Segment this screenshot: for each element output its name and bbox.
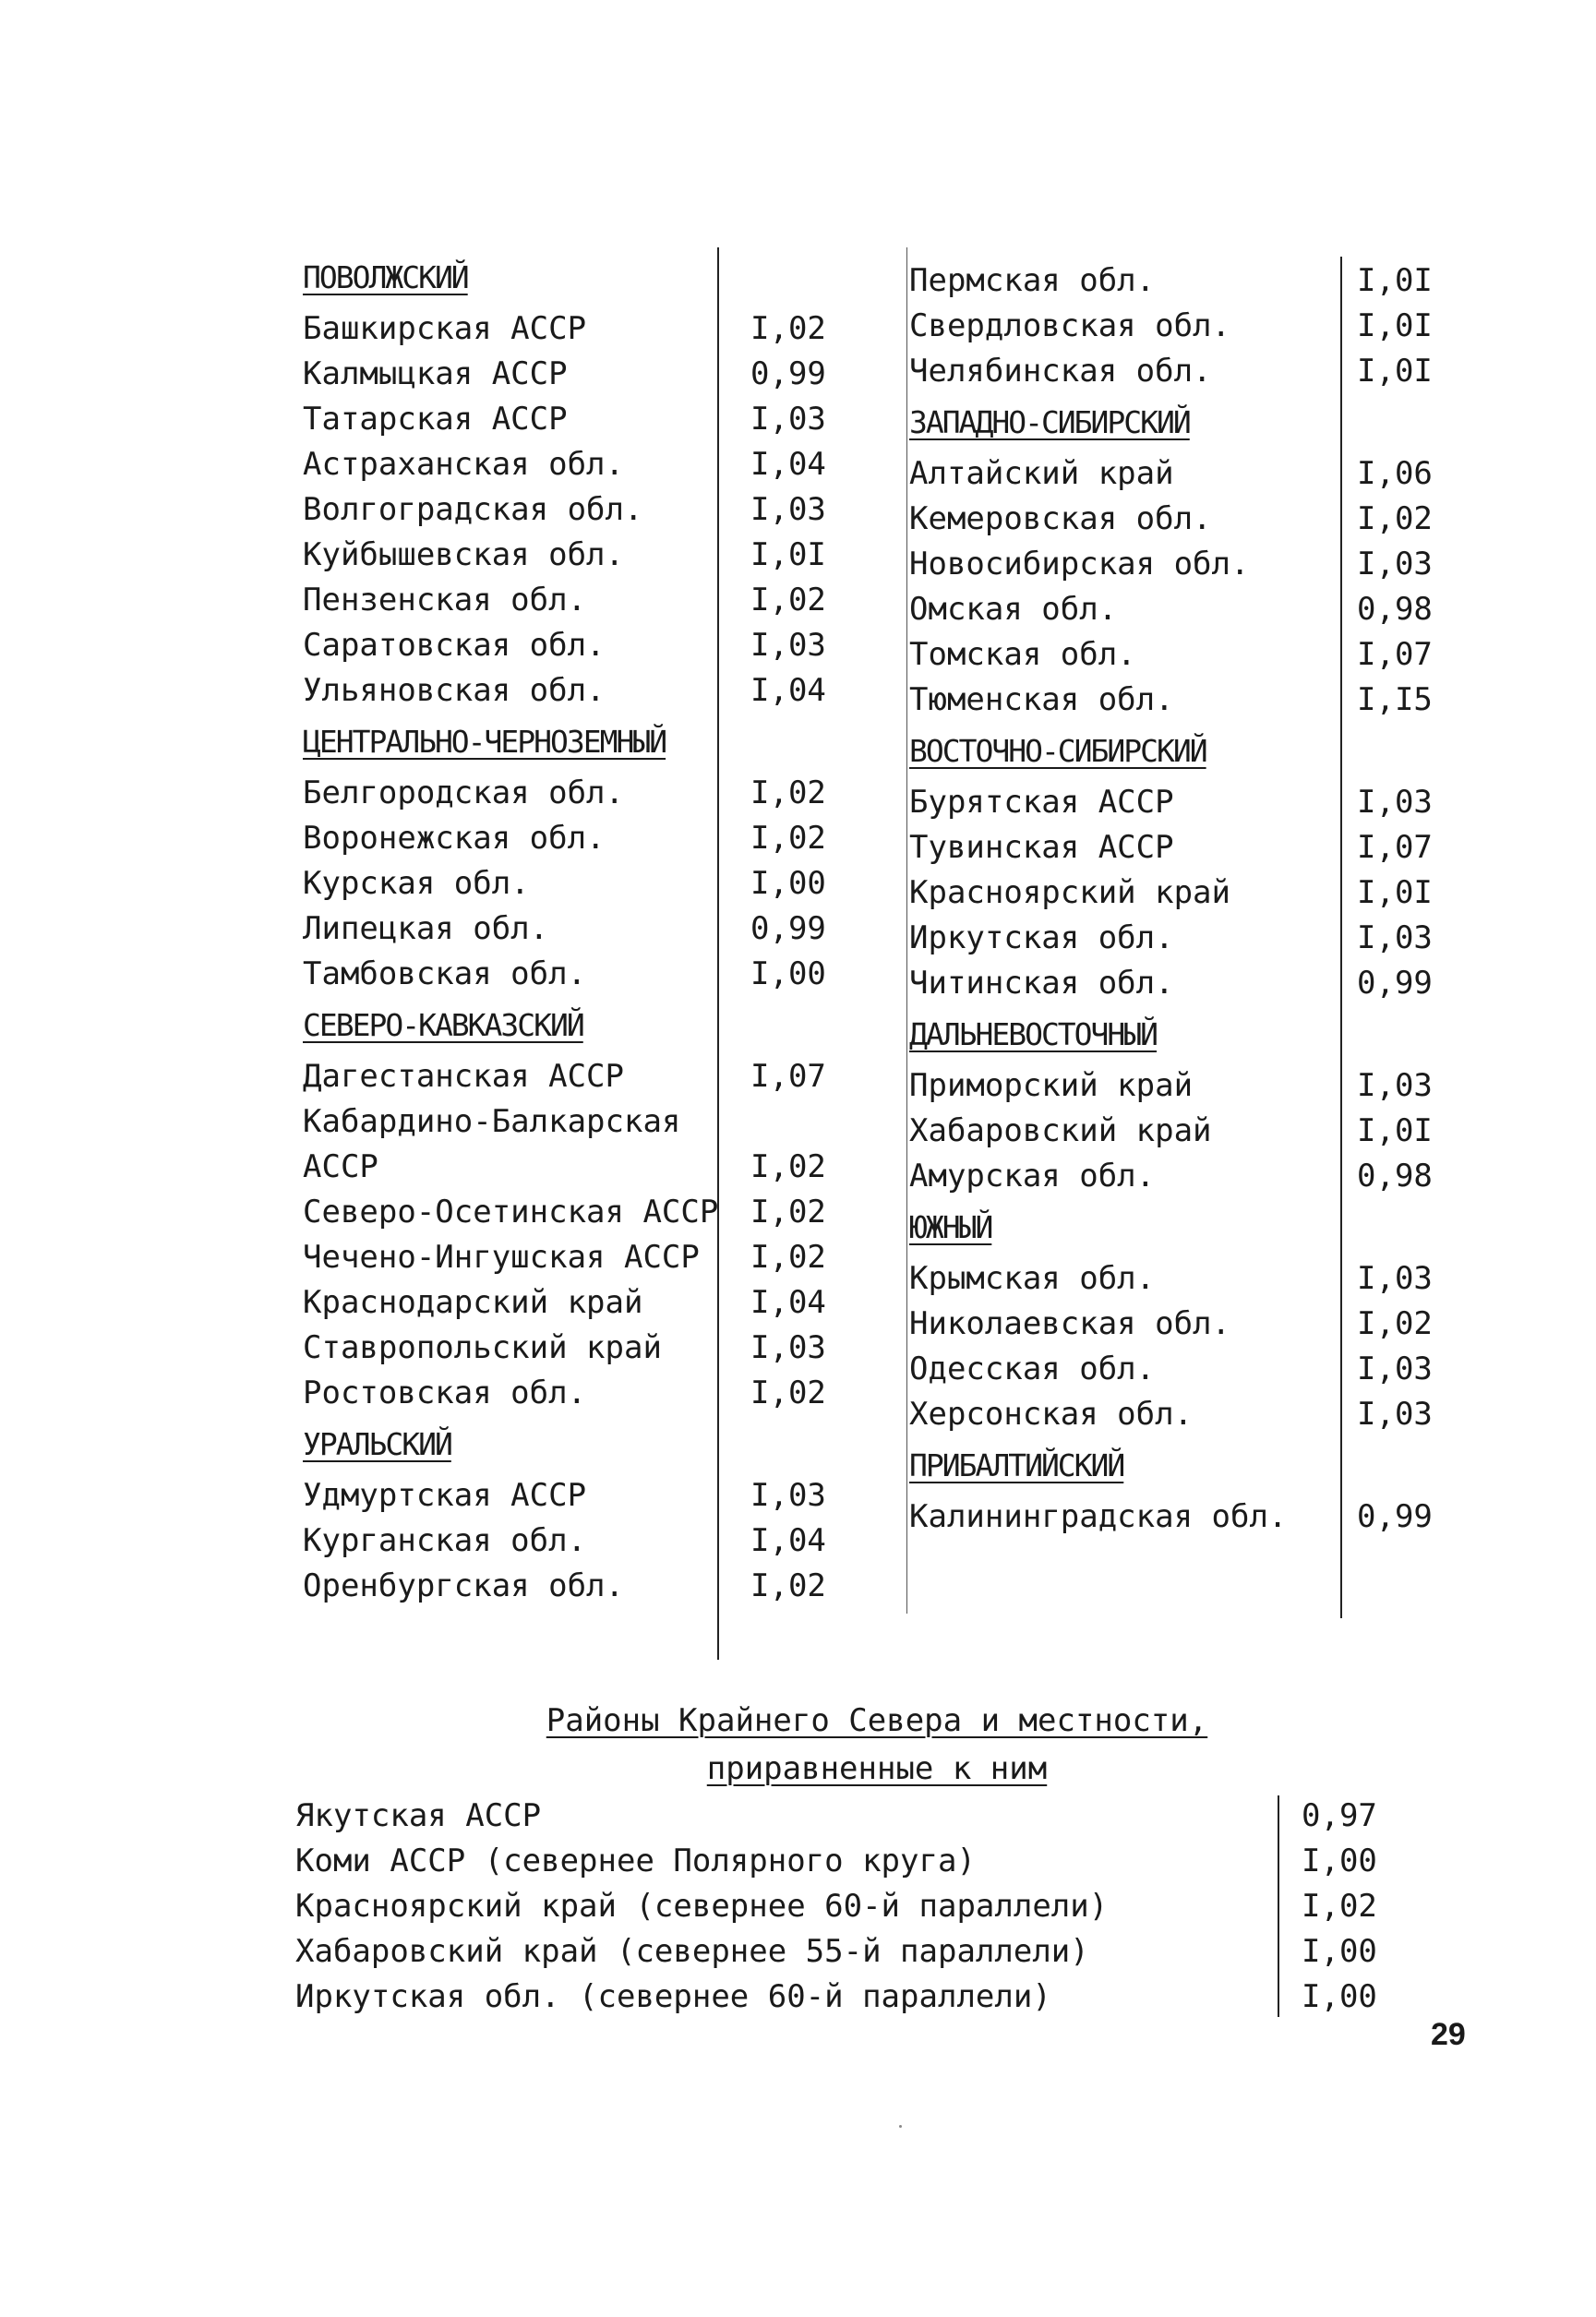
right-column-left-rule xyxy=(906,247,907,1614)
table-row xyxy=(909,1256,1463,1302)
page-number: 29 xyxy=(1431,2017,1466,2052)
region-name: Татарская АССР xyxy=(303,401,568,438)
table-row xyxy=(303,1519,826,1564)
region-name: Красноярский край xyxy=(909,874,1230,911)
region-name: Белгородская обл. xyxy=(303,774,624,811)
table-row xyxy=(303,442,826,487)
table-row xyxy=(909,1063,1463,1109)
region-name: Николаевская обл. xyxy=(909,1305,1230,1342)
region-name: Краснодарский край xyxy=(303,1284,643,1321)
region-name: Курская обл. xyxy=(303,865,530,902)
table-row xyxy=(303,487,826,533)
coefficient-value: I,02 xyxy=(750,310,826,347)
coefficient-value: I,03 xyxy=(750,1329,826,1366)
table-row xyxy=(303,771,826,816)
region-heading-text: ЗАПАДНО-СИБИРСКИЙ xyxy=(909,404,1190,440)
coefficient-value: I,02 xyxy=(750,1567,826,1604)
table-row xyxy=(909,632,1463,678)
coefficient-value: I,03 xyxy=(1357,1260,1433,1297)
region-name: Дагестанская АССР xyxy=(303,1058,624,1095)
coefficient-value: I,03 xyxy=(1357,1396,1433,1433)
region-heading xyxy=(909,394,1463,451)
region-heading xyxy=(909,1006,1463,1063)
region-heading xyxy=(303,249,737,306)
table-row xyxy=(909,678,1463,723)
coefficient-value: I,03 xyxy=(750,1477,826,1514)
region-name: Тувинская АССР xyxy=(909,829,1174,866)
table-row xyxy=(295,1884,1403,1929)
region-name: Новосибирская обл. xyxy=(909,546,1250,582)
table-row xyxy=(303,1235,826,1280)
region-name: Бурятская АССР xyxy=(909,784,1174,821)
region-heading-text: ВОСТОЧНО-СИБИРСКИЙ xyxy=(909,733,1206,769)
region-name: Читинская обл. xyxy=(909,965,1174,1002)
table-row xyxy=(303,623,826,668)
region-heading xyxy=(909,1199,1463,1256)
region-name: Тамбовская обл. xyxy=(303,955,587,992)
coefficient-value: I,00 xyxy=(1302,1933,1377,1970)
region-heading-text: ЮЖНЫЙ xyxy=(909,1209,992,1245)
region-name: Ставропольский край xyxy=(303,1329,662,1366)
table-row xyxy=(909,1154,1463,1199)
coefficient-value: 0,98 xyxy=(1357,1158,1433,1195)
region-heading xyxy=(303,997,737,1054)
coefficient-value: I,00 xyxy=(750,955,826,992)
table-row xyxy=(303,668,826,714)
coefficient-value: I,02 xyxy=(1357,1305,1433,1342)
region-name: Чечено-Ингушская АССР xyxy=(303,1239,700,1276)
region-name: Тюменская обл. xyxy=(909,681,1174,718)
far-north-title-line1: Районы Крайнего Севера и местности, xyxy=(546,1702,1208,1739)
region-heading-text: СЕВЕРО-КАВКАЗСКИЙ xyxy=(303,1007,583,1043)
region-name: Кабардино-Балкарская АССР xyxy=(303,1103,681,1185)
coefficient-value: I,07 xyxy=(750,1058,826,1095)
table-row xyxy=(303,1326,826,1371)
table-row xyxy=(295,1839,1403,1884)
coefficient-value: I,07 xyxy=(1357,829,1433,866)
coefficient-value: I,03 xyxy=(1357,1067,1433,1104)
region-name: Саратовская обл. xyxy=(303,627,606,664)
left-column xyxy=(303,249,826,1609)
region-heading-text: ПОВОЛЖСКИЙ xyxy=(303,259,468,295)
region-name: Кемеровская обл. xyxy=(909,500,1212,537)
table-row xyxy=(303,306,826,352)
table-row xyxy=(909,961,1463,1006)
table-row xyxy=(909,1392,1463,1437)
region-name: Липецкая обл. xyxy=(303,910,549,947)
region-name: Иркутская обл. (севернее 60-й параллели) xyxy=(295,1978,1051,2015)
table-row xyxy=(909,451,1463,497)
region-name: Херсонская обл. xyxy=(909,1396,1194,1433)
coefficient-value: 0,99 xyxy=(750,355,826,392)
region-name: Пензенская обл. xyxy=(303,582,587,618)
table-row xyxy=(909,258,1463,304)
region-name: Астраханская обл. xyxy=(303,446,624,483)
coefficient-value: 0,99 xyxy=(750,910,826,947)
table-row xyxy=(303,1371,826,1416)
region-name: Удмуртская АССР xyxy=(303,1477,587,1514)
table-row xyxy=(303,1054,826,1099)
region-name: Оренбургская обл. xyxy=(303,1567,624,1604)
coefficient-value: I,00 xyxy=(1302,1843,1377,1879)
coefficient-value: I,07 xyxy=(1357,636,1433,673)
region-name: Иркутская обл. xyxy=(909,919,1174,956)
coefficient-value: I,03 xyxy=(750,491,826,528)
coefficient-value: I,04 xyxy=(750,446,826,483)
coefficient-value: I,0I xyxy=(1357,874,1433,911)
region-name: Омская обл. xyxy=(909,591,1118,628)
region-name: Северо-Осетинская АССР xyxy=(303,1194,719,1231)
region-name: Пермская обл. xyxy=(909,262,1156,299)
table-row xyxy=(909,542,1463,587)
region-name: Ульяновская обл. xyxy=(303,672,606,709)
region-heading-text: ДАЛЬНЕВОСТОЧНЫЙ xyxy=(909,1016,1158,1052)
table-row xyxy=(303,816,826,861)
coefficient-value: I,02 xyxy=(750,774,826,811)
region-name: Курганская обл. xyxy=(303,1522,587,1559)
table-row xyxy=(909,304,1463,349)
table-row xyxy=(303,861,826,906)
region-name: Воронежская обл. xyxy=(303,820,606,857)
table-row xyxy=(909,497,1463,542)
table-row xyxy=(303,952,826,997)
table-row xyxy=(303,397,826,442)
coefficient-value: I,04 xyxy=(750,672,826,709)
coefficient-value: I,0I xyxy=(1357,307,1433,344)
coefficient-value: I,0I xyxy=(1357,262,1433,299)
region-heading xyxy=(909,1437,1463,1495)
region-heading xyxy=(909,723,1463,780)
coefficient-value: 0,99 xyxy=(1357,965,1433,1002)
coefficient-value: I,00 xyxy=(750,865,826,902)
coefficient-value: I,0I xyxy=(1357,1112,1433,1149)
region-name: Коми АССР (севернее Полярного круга) xyxy=(295,1843,976,1879)
region-name: Ростовская обл. xyxy=(303,1375,587,1411)
table-row xyxy=(303,1564,826,1609)
coefficient-value: I,02 xyxy=(750,582,826,618)
coefficient-value: 0,97 xyxy=(1302,1797,1377,1834)
region-name: Одесская обл. xyxy=(909,1351,1156,1387)
coefficient-value: I,04 xyxy=(750,1284,826,1321)
table-row xyxy=(303,1190,826,1235)
coefficient-value: I,02 xyxy=(750,1194,826,1231)
region-name: Красноярский край (севернее 60-й параллели) xyxy=(295,1888,1109,1925)
coefficient-value: I,03 xyxy=(750,401,826,438)
region-heading xyxy=(303,714,737,771)
coefficient-value: I,02 xyxy=(750,1239,826,1276)
region-name: Калмыцкая АССР xyxy=(303,355,568,392)
coefficient-value: I,02 xyxy=(750,1148,826,1185)
far-north-title xyxy=(462,1697,1292,1793)
table-row xyxy=(303,1099,826,1190)
coefficient-value: I,03 xyxy=(1357,1351,1433,1387)
region-heading-text: ПРИБАЛТИЙСКИЙ xyxy=(909,1447,1124,1483)
region-name: Калининградская обл. xyxy=(909,1498,1288,1535)
region-name: Амурская обл. xyxy=(909,1158,1156,1195)
region-heading-text: УРАЛЬСКИЙ xyxy=(303,1426,451,1462)
region-name: Свердловская обл. xyxy=(909,307,1230,344)
region-heading xyxy=(303,1416,737,1473)
region-name: Томская обл. xyxy=(909,636,1136,673)
coefficient-value: 0,98 xyxy=(1357,591,1433,628)
coefficient-value: I,03 xyxy=(750,627,826,664)
coefficient-value: I,02 xyxy=(750,1375,826,1411)
far-north-title-line2: приравненные к ним xyxy=(706,1750,1048,1787)
right-column xyxy=(909,258,1463,1540)
region-name: Хабаровский край (севернее 55-й параллели) xyxy=(295,1933,1089,1970)
coefficient-value: I,0I xyxy=(1357,353,1433,390)
table-row xyxy=(303,352,826,397)
coefficient-value: I,04 xyxy=(750,1522,826,1559)
coefficient-value: I,02 xyxy=(1302,1888,1377,1925)
table-row xyxy=(909,349,1463,394)
table-row xyxy=(303,533,826,578)
table-row xyxy=(909,870,1463,916)
coefficient-value: I,03 xyxy=(1357,546,1433,582)
region-heading-text: ЦЕНТРАЛЬНО-ЧЕРНОЗЕМНЫЙ xyxy=(303,724,666,760)
table-row xyxy=(303,578,826,623)
coefficient-value: 0,99 xyxy=(1357,1498,1433,1535)
table-row xyxy=(295,1794,1403,1839)
speck xyxy=(899,2125,902,2128)
region-name: Челябинская обл. xyxy=(909,353,1212,390)
table-row xyxy=(303,1280,826,1326)
region-name: Башкирская АССР xyxy=(303,310,587,347)
region-name: Волгоградская обл. xyxy=(303,491,643,528)
region-name: Алтайский край xyxy=(909,455,1174,492)
region-name: Приморский край xyxy=(909,1067,1194,1104)
region-name: Куйбышевская обл. xyxy=(303,536,624,573)
table-row xyxy=(909,825,1463,870)
table-row xyxy=(303,1473,826,1519)
region-name: Хабаровский край xyxy=(909,1112,1212,1149)
table-row xyxy=(909,1347,1463,1392)
region-name: Якутская АССР xyxy=(295,1797,542,1834)
coefficient-value: I,03 xyxy=(1357,919,1433,956)
coefficient-value: I,02 xyxy=(750,820,826,857)
coefficient-value: I,0I xyxy=(750,536,826,573)
coefficient-value: I,00 xyxy=(1302,1978,1377,2015)
table-row xyxy=(295,1929,1403,1975)
coefficient-value: I,06 xyxy=(1357,455,1433,492)
table-row xyxy=(909,780,1463,825)
coefficient-value: I,03 xyxy=(1357,784,1433,821)
table-row xyxy=(295,1975,1403,2020)
table-row xyxy=(909,916,1463,961)
table-row xyxy=(909,1109,1463,1154)
coefficient-value: I,02 xyxy=(1357,500,1433,537)
region-name: Крымская обл. xyxy=(909,1260,1156,1297)
table-row xyxy=(909,1495,1463,1540)
table-row xyxy=(909,587,1463,632)
coefficient-value: I,I5 xyxy=(1357,681,1433,718)
far-north-list xyxy=(295,1794,1403,2020)
table-row xyxy=(909,1302,1463,1347)
table-row xyxy=(303,906,826,952)
